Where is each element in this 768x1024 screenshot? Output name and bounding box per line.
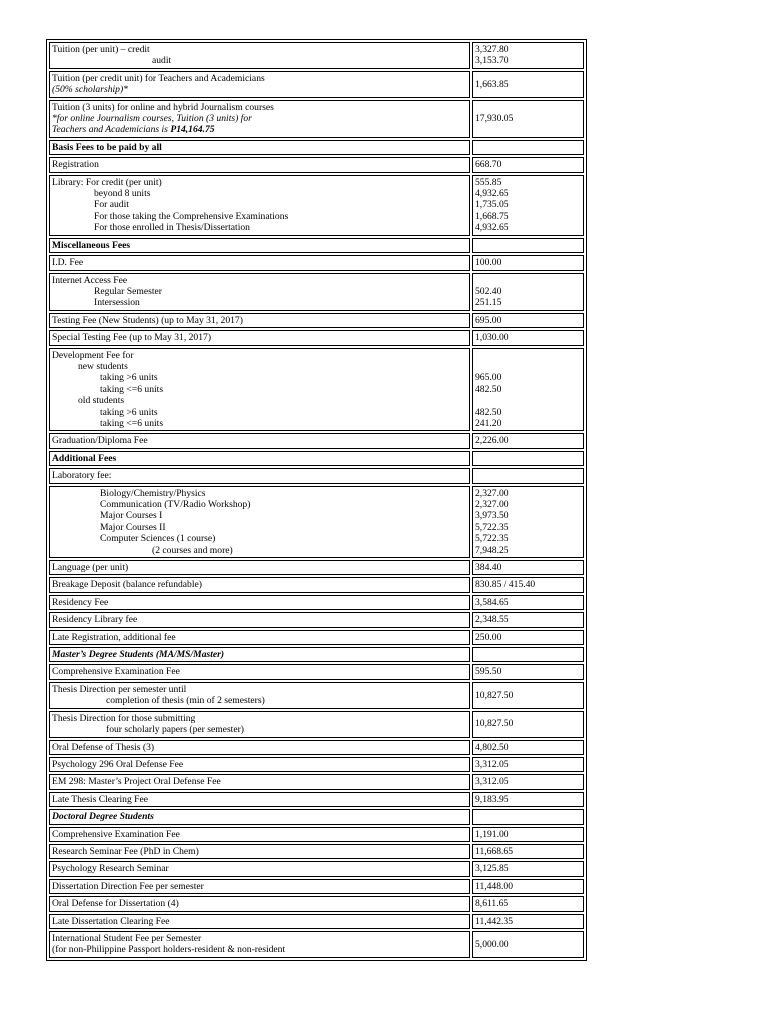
fee-sublabel-text: (for non-Philippine Passport holders-resident & non-resident [52,944,286,956]
fee-sublabel [52,124,467,135]
fee-amount: 11,668.65 [475,845,514,857]
fee-amount: 5,722.35 [475,533,509,545]
fee-amount-cell [472,861,584,876]
fee-label: Psychology 296 Oral Defense Fee [52,758,184,770]
fee-sublabel [52,199,467,210]
fee-row [49,486,584,558]
fee-sublabel [52,395,467,406]
fee-sublabel-text: Regular Semester [94,285,162,297]
fee-sublabel [52,407,467,418]
fee-row [49,827,584,842]
fee-amount-cell [472,255,584,270]
fee-label: Special Testing Fee (up to May 31, 2017) [52,332,212,344]
fee-amount: 8,611.65 [475,898,509,910]
fee-sublabel-text: taking <=6 units [100,417,164,429]
section-value-cell [472,140,584,155]
fee-row [49,757,584,772]
section-header: Miscellaneous Fees [49,238,470,253]
fee-amount: 1,030.00 [475,332,509,344]
fee-sublabel [52,488,467,499]
fee-amount-cell [472,792,584,807]
fee-label-cell [49,861,470,876]
fee-amount: 668.70 [475,159,502,171]
fee-amount: 595.50 [475,666,502,678]
fee-sublabel [52,372,467,383]
fee-label-cell [49,42,470,69]
fee-sublabel-text: (50% scholarship)* [52,84,128,96]
fee-label-cell [49,175,470,236]
section-header-row [49,451,584,466]
fee-amount-cell [472,330,584,345]
fee-label: Late Dissertation Clearing Fee [52,915,170,927]
section-value-cell [472,809,584,824]
fee-label: Oral Defense of Thesis (3) [52,741,155,753]
fee-label: Laboratory fee: [52,470,112,482]
fee-amount: 4,932.65 [475,222,509,234]
fee-row [49,861,584,876]
fee-row [49,71,584,98]
fee-label: Psychology Research Seminar [52,863,169,875]
fee-label-cell [49,757,470,772]
fee-amount [475,470,581,481]
fee-amount-cell [472,914,584,929]
fee-sublabel-text: taking >6 units [100,372,158,384]
fee-row [49,711,584,738]
fee-label-cell [49,468,470,483]
fee-sublabel [52,361,467,372]
fee-label-cell [49,931,470,958]
fee-sublabel-text: Biology/Chemistry/Physics [100,487,206,499]
fee-label: Thesis Direction per semester until [52,683,187,695]
fee-label-cell [49,711,470,738]
fee-amount: 1,191.00 [475,828,509,840]
fee-label: Internet Access Fee [52,274,128,286]
fee-row [49,433,584,448]
fee-label: Tuition (per unit) – credit [52,44,150,55]
fee-sublabel-text: new students [78,360,128,372]
section-value-cell [472,647,584,662]
fee-label-cell [49,682,470,709]
fee-amount: 1,735.05 [475,199,509,211]
fee-amount-cell [472,577,584,592]
fee-row [49,664,584,679]
fee-amount: 3,125.85 [475,863,509,875]
fee-label: Oral Defense for Dissertation (4) [52,898,179,910]
fee-label: Breakage Deposit (balance refundable) [52,579,202,591]
fee-row [49,468,584,483]
fee-amount: 10,827.50 [475,689,514,701]
fee-row [49,348,584,432]
fee-amount: 482.50 [475,383,502,395]
fee-sublabel-text: taking >6 units [100,406,158,418]
fee-label: Late Thesis Clearing Fee [52,793,148,805]
fee-amount: 251.15 [475,297,502,309]
fee-sublabel [52,724,467,735]
fee-amount-cell [472,879,584,894]
fee-label: Registration [52,159,99,171]
fee-amount: 3,973.50 [475,510,509,522]
fee-label-cell [49,348,470,432]
fee-row [49,577,584,592]
fee-row [49,330,584,345]
fee-amount: 555.85 [475,176,502,188]
fee-row [49,740,584,755]
fee-row [49,255,584,270]
fee-label-cell [49,71,470,98]
fee-amount: 1,663.85 [475,78,509,90]
fee-amount-cell [472,630,584,645]
fee-amount-cell [472,273,584,311]
fee-label-cell [49,630,470,645]
fee-row [49,792,584,807]
section-header-row [49,647,584,662]
fee-amount-cell [472,896,584,911]
fee-sublabel [52,522,467,533]
fee-amount-cell [472,175,584,236]
section-header: Additional Fees [49,451,470,466]
fee-sublabel-text: beyond 8 units [94,188,151,200]
fee-row [49,844,584,859]
fee-amount: 100.00 [475,257,502,269]
fee-amount-cell [472,313,584,328]
fee-amount: 10,827.50 [475,718,514,730]
fee-amount [475,350,581,361]
section-value-cell [472,238,584,253]
fee-label-cell [49,486,470,558]
fee-schedule-body [49,42,584,958]
fee-row [49,273,584,311]
fee-label-cell [49,560,470,575]
fee-amount: 2,327.00 [475,487,509,499]
fee-amount-cell [472,560,584,575]
fee-amount-cell [472,595,584,610]
fee-amount-cell [472,348,584,432]
fee-sublabel [52,84,467,95]
fee-highlight-amount: P14,164.75 [170,124,215,136]
fee-sublabel-text: Computer Sciences (1 course) [100,533,216,545]
fee-label: Research Seminar Fee (PhD in Chem) [52,845,199,857]
fee-amount-cell [472,682,584,709]
fee-sublabel [52,113,467,124]
fee-label-cell [49,157,470,172]
fee-amount: 17,930.05 [475,113,514,125]
fee-label-cell [49,255,470,270]
section-header: Basis Fees to be paid by all [49,140,470,155]
fee-label: Tuition (per credit unit) for Teachers and Academicians [52,72,265,84]
section-header: Doctoral Degree Students [49,809,470,824]
fee-amount-cell [472,486,584,558]
fee-amount: 9,183.95 [475,793,509,805]
fee-label: Language (per unit) [52,562,129,574]
fee-amount: 4,932.65 [475,188,509,200]
section-header-row [49,140,584,155]
fee-sublabel [52,510,467,521]
fee-sublabel [52,188,467,199]
fee-amount-cell [472,774,584,789]
fee-amount [475,395,581,406]
fee-label-cell [49,330,470,345]
fee-amount: 965.00 [475,372,502,384]
fee-label: I.D. Fee [52,257,84,269]
fee-amount: 2,226.00 [475,435,509,447]
fee-row [49,931,584,958]
fee-row [49,42,584,69]
fee-sublabel [52,695,467,706]
fee-label: Comprehensive Examination Fee [52,666,180,678]
fee-amount-cell [472,740,584,755]
fee-sublabel [52,222,467,233]
fee-label: Development Fee for [52,349,134,361]
fee-label: Testing Fee (New Students) (up to May 31, 2017) [52,314,243,326]
fee-label-cell [49,100,470,138]
fee-label: International Student Fee per Semester [52,932,202,944]
fee-label: Dissertation Direction Fee per semester [52,880,204,892]
section-header: Master’s Degree Students (MA/MS/Master) [49,647,470,662]
fee-sublabel [52,418,467,429]
fee-label-cell [49,896,470,911]
fee-sublabel-text: For those enrolled in Thesis/Dissertation [94,222,250,234]
fee-sublabel-text: completion of thesis (min of 2 semesters) [106,695,265,707]
fee-label-cell [49,740,470,755]
fee-row [49,682,584,709]
fee-sublabel [52,286,467,297]
fee-amount: 830.85 / 415.40 [475,579,536,591]
fee-label-cell [49,844,470,859]
fee-label: EM 298: Master’s Project Oral Defense Fee [52,776,221,788]
fee-row [49,896,584,911]
fee-row [49,313,584,328]
fee-amount: 5,722.35 [475,521,509,533]
fee-row [49,879,584,894]
fee-label-cell [49,577,470,592]
fee-label: Graduation/Diploma Fee [52,435,148,447]
fee-amount [475,361,581,372]
fee-label-cell [49,792,470,807]
fee-sublabel-text: (2 courses and more) [152,544,233,556]
fee-sublabel-text: *for online Journalism courses, Tuition (3 units) for [52,113,252,125]
fee-sublabel-text: For those taking the Comprehensive Examinations [94,210,289,222]
fee-sublabel [52,297,467,308]
fee-amount-cell [472,931,584,958]
fee-amount-cell [472,433,584,448]
fee-amount: 2,327.00 [475,499,509,510]
fee-row [49,595,584,610]
fee-sublabel-text: audit [152,55,172,67]
fee-amount-cell [472,157,584,172]
fee-amount: 502.40 [475,285,502,297]
section-value-cell [472,451,584,466]
fee-label-cell [49,612,470,627]
fee-sublabel [52,55,467,66]
fee-label-cell [49,273,470,311]
fee-amount: 4,802.50 [475,741,509,753]
fee-label: Tuition (3 units) for online and hybrid Journalism courses [52,101,274,113]
fee-label-cell [49,595,470,610]
fee-amount: 11,448.00 [475,880,514,892]
fee-row [49,175,584,236]
fee-sublabel [52,545,467,556]
fee-amount-cell [472,757,584,772]
fee-amount: 5,000.00 [475,938,509,950]
fee-amount-cell [472,711,584,738]
fee-sublabel-text: taking <=6 units [100,383,164,395]
fee-sublabel-text: Communication (TV/Radio Workshop) [100,499,251,510]
fee-label: Late Registration, additional fee [52,631,176,643]
fee-sublabel-text: Teachers and Academicians is [52,124,168,136]
fee-amount: 241.20 [475,417,502,429]
fee-label: Residency Fee [52,596,109,608]
fee-label: Residency Library fee [52,614,138,626]
fee-amount: 3,312.05 [475,758,509,770]
fee-row [49,612,584,627]
fee-amount: 384.40 [475,562,502,574]
fee-sublabel-text: old students [78,395,125,407]
fee-row [49,157,584,172]
fee-amount: 482.50 [475,406,502,418]
fee-amount-cell [472,664,584,679]
fee-sublabel-text: four scholarly papers (per semester) [106,724,244,736]
section-header-row [49,809,584,824]
fee-row [49,100,584,138]
fee-amount: 3,153.70 [475,55,509,67]
fee-amount-cell [472,100,584,138]
fee-sublabel-text: Major Courses I [100,510,163,522]
fee-sublabel-text: Intersession [94,297,140,309]
fee-amount-cell [472,844,584,859]
fee-row [49,560,584,575]
fee-amount: 11,442.35 [475,915,514,927]
fee-label-cell [49,313,470,328]
section-header-row [49,238,584,253]
fee-sublabel [52,944,467,955]
fee-amount-cell [472,468,584,483]
fee-amount: 7,948.25 [475,544,509,556]
fee-row [49,914,584,929]
fee-amount-cell [472,827,584,842]
fee-label-cell [49,433,470,448]
fee-sublabel [52,384,467,395]
fee-amount: 1,668.75 [475,210,509,222]
fee-sublabel-text: Major Courses II [100,521,166,533]
fee-amount-cell [472,42,584,69]
fee-label: Library: For credit (per unit) [52,176,162,188]
fee-label-cell [49,774,470,789]
fee-row [49,630,584,645]
fee-amount: 2,348.55 [475,614,509,626]
fee-row [49,774,584,789]
fee-label-cell [49,827,470,842]
fee-schedule-table [46,39,587,961]
fee-amount: 3,312.05 [475,776,509,788]
fee-amount-cell [472,612,584,627]
fee-sublabel-text: For audit [94,199,129,211]
fee-label-cell [49,664,470,679]
fee-sublabel [52,499,467,510]
fee-amount: 3,327.80 [475,44,509,55]
fee-amount: 695.00 [475,314,502,326]
fee-label: Thesis Direction for those submitting [52,712,196,724]
fee-amount-cell [472,71,584,98]
fee-label-cell [49,914,470,929]
fee-label-cell [49,879,470,894]
fee-amount: 250.00 [475,631,502,643]
fee-amount [475,275,581,286]
fee-amount: 3,584.65 [475,596,509,608]
fee-label: Comprehensive Examination Fee [52,828,180,840]
fee-sublabel [52,533,467,544]
fee-sublabel [52,211,467,222]
